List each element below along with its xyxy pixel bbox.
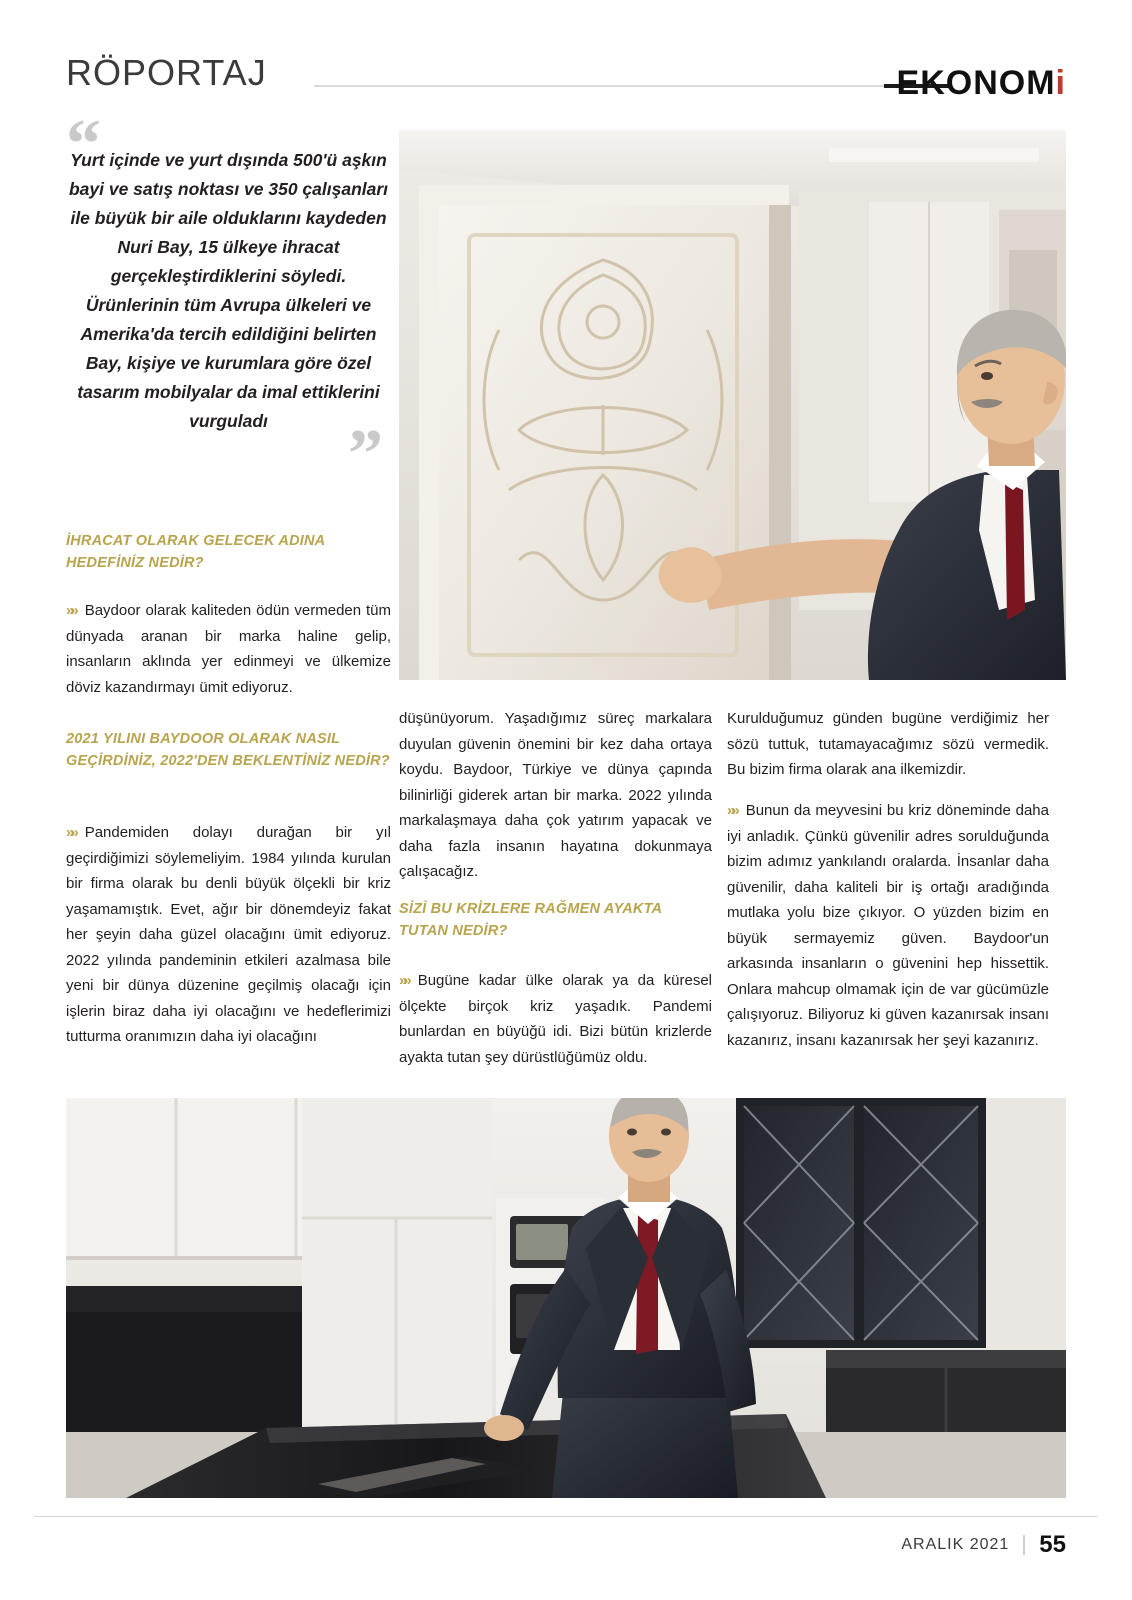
magazine-logo [897, 64, 1066, 103]
answer-3-body: Bugüne kadar ülke olarak ya da küresel ölçekte birçok kriz yaşadık. Pandemi bunlardan en büyüğü idi. Bizi bütün krizlerde ayakta tutan şey dürüstlüğümüz oldu. [399, 972, 712, 1066]
answer-4 [727, 798, 1049, 1053]
answer-3-text [399, 968, 712, 1070]
question-1 [66, 530, 391, 574]
quote-open-mark: “ [66, 106, 101, 183]
quote-close-mark: ” [348, 416, 383, 493]
lead-quote-block [66, 106, 391, 493]
footer-separator [1023, 1535, 1025, 1555]
interview-photo-door-showroom [399, 130, 1066, 680]
bullet-chevron-icon: »» [727, 802, 736, 819]
answer-2 [66, 820, 391, 1050]
answer-4-body: Bunun da meyvesini bu kriz döneminde daha iyi anladık. Çünkü güvenilir adres sorulduğunda bizim adımız yankılandı oralarda. İnsanlar daha güvenilir, daha kaliteli bir iş ortağı aradığında mutlaka yolu bize çıkıyor. O yüzden bizim en büyük sermayemiz güven. Baydoor'un arkasında insanların o güvenini hep hissettik. Onlara mahcup olmamak için de var gücümüzle çalışıyoruz. Biliyoruz ki güven kazanırsak insanı kazanırız, insanı kazanırsak her şeyi kazanırız. [727, 802, 1049, 1049]
question-2-text: 2021 YILINI BAYDOOR OLARAK NASIL GEÇİRDİNİZ, 2022'DEN BEKLENTİNİZ NEDİR? [66, 731, 390, 769]
lead-paragraph-2: Ürünlerinin tüm Avrupa ülkeleri ve Amerika'da tercih edildiğini belirten Bay, kişiye ve kurumlara göre özel tasarım mobilyalar da imal ettiklerini vurguladı [77, 295, 380, 431]
brand-text: EKONOM [896, 64, 1056, 102]
question-3-text: SİZİ BU KRİZLERE RAĞMEN AYAKTA TUTAN NEDİR? [399, 901, 662, 939]
answer-1 [66, 598, 391, 700]
interview-photo-kitchen-showroom [66, 1098, 1066, 1498]
lead-paragraph-1: Yurt içinde ve yurt dışında 500'ü aşkın bayi ve satış noktası ve 350 çalışanları ile büyük bir aile olduklarını kaydeden Nuri Bay, 15 ülkeye ihracat gerçekleştirdiklerini söyledi. [68, 150, 389, 286]
page-number: 55 [1039, 1531, 1066, 1558]
question-3 [399, 898, 712, 942]
question-2 [66, 728, 391, 772]
answer-1-text [66, 598, 391, 700]
bullet-chevron-icon: »» [66, 602, 75, 619]
question-1-text: İHRACAT OLARAK GELECEK ADINA HEDEFİNİZ NEDİR? [66, 533, 325, 571]
lead-text [66, 146, 391, 436]
footer-divider [34, 1516, 1098, 1517]
page-footer [901, 1528, 1066, 1562]
header-rule [314, 85, 950, 87]
issue-date: ARALIK 2021 [901, 1536, 1010, 1553]
brand-accent-letter: i [1055, 64, 1066, 102]
answer-4-text [727, 798, 1049, 1053]
bullet-chevron-icon: »» [399, 972, 408, 989]
answer-2-continued-text: düşünüyorum. Yaşadığımız süreç markalara duyulan güvenin önemini bir kez daha ortaya koydu. Baydoor, Türkiye ve dünya çapında bilinirliği giderek artan bir marka. 2022 yılında markalaşmaya daha çok yatırım yapacak ve daha fazla insanın hayatına dokunmaya çalışacağız. [399, 710, 712, 880]
answer-3-continued-text: Kurulduğumuz günden bugüne verdiğimiz her sözü tuttuk, tutamayacağımız sözü vermedik. Bu bizim firma olarak ana ilkemizdir. [727, 710, 1049, 778]
answer-1-body: Baydoor olarak kaliteden ödün vermeden tüm dünyada aranan bir marka haline gelip, insanların aklında yer edinmeyi ve ülkemize döviz kazandırmayı ümit ediyoruz. [66, 602, 391, 696]
section-title: RÖPORTAJ [66, 52, 267, 93]
answer-3 [399, 968, 712, 1070]
answer-2-body: Pandemiden dolayı durağan bir yıl geçirdiğimizi söylemeliyim. 1984 yılında kurulan bir firma olarak bu denli büyük ölçekli bir kriz yaşamamıştık. Evet, ağır bir dönemdeyiz fakat her şeyin daha güzel olacağını ümit ediyoruz. 2022 yılında pandeminin etkileri azalmasa bile yeni bir dünya düzenine geçilmiş olacağı için işlerin biraz daha iyi olacağını ve hedeflerimizi tutturma oranımızın daha iyi olacağını [66, 824, 391, 1045]
answer-2-text [66, 820, 391, 1050]
answer-2-continued [399, 706, 712, 885]
page-header [66, 52, 1066, 108]
bullet-chevron-icon: »» [66, 824, 75, 841]
answer-3-continued [727, 706, 1049, 783]
